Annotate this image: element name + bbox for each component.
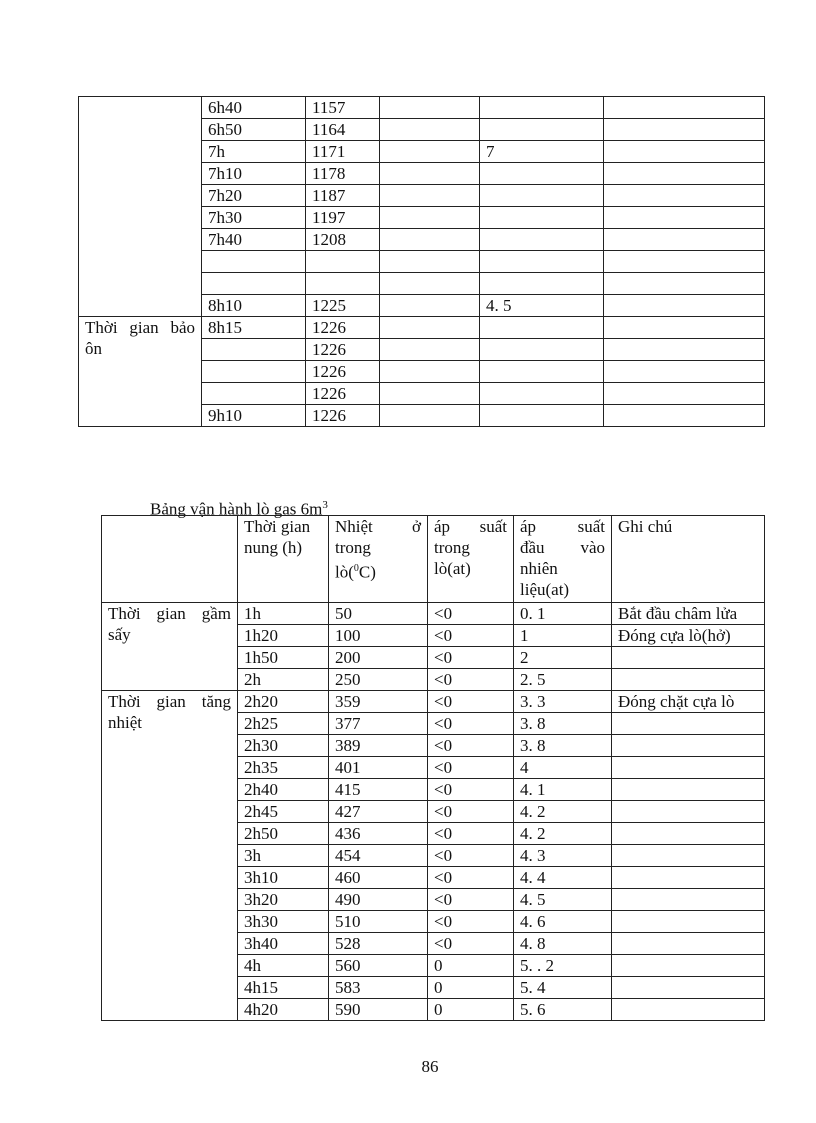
cell-time: 2h20 <box>238 691 329 713</box>
cell-c3 <box>380 163 480 185</box>
cell-time: 3h40 <box>238 933 329 955</box>
cell-time <box>202 361 306 383</box>
cell-pin: <0 <box>428 603 514 625</box>
header-pfuel-line1: áp suất <box>520 517 605 536</box>
cell-temp: 415 <box>329 779 428 801</box>
cell-note <box>612 889 765 911</box>
cell-c5 <box>604 273 765 295</box>
cell-note <box>612 669 765 691</box>
group-cell-empty <box>79 97 202 317</box>
cell-time: 2h50 <box>238 823 329 845</box>
cell-note: Bắt đầu châm lửa <box>612 603 765 625</box>
cell-pin: <0 <box>428 691 514 713</box>
cell-c3 <box>380 207 480 229</box>
cell-time <box>202 251 306 273</box>
cell-time: 7h <box>202 141 306 163</box>
cell-temp: 100 <box>329 625 428 647</box>
cell-temp: 1226 <box>306 383 380 405</box>
cell-pfuel: 1 <box>514 625 612 647</box>
cell-temp: 401 <box>329 757 428 779</box>
cell-c5 <box>604 141 765 163</box>
cell-time: 2h45 <box>238 801 329 823</box>
cell-c4 <box>480 383 604 405</box>
cell-pfuel: 2 <box>514 647 612 669</box>
cell-note <box>612 955 765 977</box>
cell-note <box>612 801 765 823</box>
cell-temp: 389 <box>329 735 428 757</box>
cell-pin: <0 <box>428 911 514 933</box>
kiln-table-continued <box>78 96 765 427</box>
cell-time: 3h10 <box>238 867 329 889</box>
cell-temp: 490 <box>329 889 428 911</box>
cell-temp: 454 <box>329 845 428 867</box>
cell-pfuel: 3. 3 <box>514 691 612 713</box>
cell-c4: 4. 5 <box>480 295 604 317</box>
cell-c5 <box>604 361 765 383</box>
cell-time: 8h15 <box>202 317 306 339</box>
header-pin-line2: trong <box>434 538 470 557</box>
cell-temp <box>306 273 380 295</box>
cell-temp: 200 <box>329 647 428 669</box>
cell-pin: <0 <box>428 757 514 779</box>
header-temp-line1: Nhiệt ở <box>335 517 421 536</box>
cell-note: Đóng chặt cựa lò <box>612 691 765 713</box>
cell-time: 3h <box>238 845 329 867</box>
cell-time: 1h50 <box>238 647 329 669</box>
cell-note: Đóng cựa lò(hở) <box>612 625 765 647</box>
cell-time <box>202 383 306 405</box>
cell-pin: <0 <box>428 713 514 735</box>
cell-time: 9h10 <box>202 405 306 427</box>
cell-temp: 359 <box>329 691 428 713</box>
cell-c3 <box>380 405 480 427</box>
cell-time: 4h <box>238 955 329 977</box>
cell-c4 <box>480 273 604 295</box>
cell-c4 <box>480 119 604 141</box>
cell-time: 8h10 <box>202 295 306 317</box>
header-note-text: Ghi chú <box>618 517 673 536</box>
cell-time: 6h50 <box>202 119 306 141</box>
header-temp-line3-pre: lò( <box>335 562 354 582</box>
cell-temp: 250 <box>329 669 428 691</box>
cell-note <box>612 933 765 955</box>
cell-temp: 1171 <box>306 141 380 163</box>
cell-c5 <box>604 339 765 361</box>
cell-pfuel: 4. 3 <box>514 845 612 867</box>
cell-c5 <box>604 163 765 185</box>
cell-temp: 1226 <box>306 317 380 339</box>
cell-time: 3h30 <box>238 911 329 933</box>
cell-c5 <box>604 383 765 405</box>
table-header-row <box>102 516 765 603</box>
cell-note <box>612 911 765 933</box>
cell-c5 <box>604 251 765 273</box>
cell-c3 <box>380 317 480 339</box>
cell-temp: 1197 <box>306 207 380 229</box>
cell-pin: 0 <box>428 999 514 1021</box>
cell-c4 <box>480 97 604 119</box>
cell-temp: 560 <box>329 955 428 977</box>
cell-time: 3h20 <box>238 889 329 911</box>
header-pfuel-line2: đầu vào <box>520 538 605 557</box>
cell-pfuel: 4 <box>514 757 612 779</box>
cell-pin: <0 <box>428 735 514 757</box>
cell-pfuel: 4. 1 <box>514 779 612 801</box>
cell-time: 2h <box>238 669 329 691</box>
cell-pfuel: 5. 4 <box>514 977 612 999</box>
cell-temp: 1164 <box>306 119 380 141</box>
cell-pfuel: 4. 2 <box>514 823 612 845</box>
cell-c4 <box>480 163 604 185</box>
cell-note <box>612 757 765 779</box>
header-temperature <box>329 516 428 603</box>
caption-superscript: 3 <box>322 499 328 511</box>
cell-c3 <box>380 383 480 405</box>
cell-pfuel: 5. . 2 <box>514 955 612 977</box>
cell-c3 <box>380 251 480 273</box>
cell-pfuel: 0. 1 <box>514 603 612 625</box>
table-row <box>102 603 765 625</box>
page-number: 86 <box>421 1057 439 1076</box>
table-row <box>79 317 765 339</box>
cell-time: 7h10 <box>202 163 306 185</box>
cell-pin: 0 <box>428 955 514 977</box>
cell-c4 <box>480 317 604 339</box>
table-row <box>102 691 765 713</box>
cell-c5 <box>604 185 765 207</box>
cell-pin: 0 <box>428 977 514 999</box>
header-temp-line3 <box>335 558 427 583</box>
cell-c5 <box>604 207 765 229</box>
header-pin-line3: lò(at) <box>434 559 471 578</box>
cell-note <box>612 977 765 999</box>
cell-c4: 7 <box>480 141 604 163</box>
cell-pfuel: 3. 8 <box>514 713 612 735</box>
cell-time: 1h <box>238 603 329 625</box>
cell-temp: 590 <box>329 999 428 1021</box>
cell-temp: 427 <box>329 801 428 823</box>
cell-temp: 1157 <box>306 97 380 119</box>
cell-note <box>612 647 765 669</box>
cell-c3 <box>380 339 480 361</box>
cell-temp: 1226 <box>306 361 380 383</box>
cell-c3 <box>380 273 480 295</box>
header-pfuel-line3: nhiên <box>520 559 558 578</box>
cell-temp: 1208 <box>306 229 380 251</box>
header-fuel-pressure <box>514 516 612 603</box>
cell-time: 2h35 <box>238 757 329 779</box>
cell-c3 <box>380 295 480 317</box>
cell-note <box>612 823 765 845</box>
cell-c4 <box>480 251 604 273</box>
cell-c5 <box>604 119 765 141</box>
header-time <box>238 516 329 603</box>
cell-temp: 436 <box>329 823 428 845</box>
cell-pfuel: 4. 2 <box>514 801 612 823</box>
cell-temp: 377 <box>329 713 428 735</box>
cell-pfuel: 4. 6 <box>514 911 612 933</box>
cell-time: 2h40 <box>238 779 329 801</box>
cell-time <box>202 273 306 295</box>
cell-c5 <box>604 295 765 317</box>
header-time-line2: nung (h) <box>244 538 303 557</box>
cell-c3 <box>380 119 480 141</box>
header-empty-cell <box>102 516 238 603</box>
gas-kiln-operation-table <box>101 515 765 1021</box>
cell-temp <box>306 251 380 273</box>
cell-temp: 583 <box>329 977 428 999</box>
cell-time: 7h20 <box>202 185 306 207</box>
cell-c4 <box>480 405 604 427</box>
cell-c3 <box>380 229 480 251</box>
cell-note <box>612 713 765 735</box>
cell-pin: <0 <box>428 823 514 845</box>
caption-text: Bảng vận hành lò gas 6m <box>150 499 323 519</box>
cell-c5 <box>604 405 765 427</box>
cell-temp: 50 <box>329 603 428 625</box>
cell-c3 <box>380 185 480 207</box>
cell-pin: <0 <box>428 933 514 955</box>
cell-temp: 510 <box>329 911 428 933</box>
cell-c3 <box>380 141 480 163</box>
header-temp-degree-sup: 0 <box>353 563 359 574</box>
header-time-line1: Thời gian <box>244 517 311 536</box>
cell-c5 <box>604 97 765 119</box>
cell-time <box>202 339 306 361</box>
header-temp-line2: trong <box>335 538 371 557</box>
group-cell-heating-time: Thời gian tăng nhiệt <box>102 691 238 1021</box>
cell-pfuel: 2. 5 <box>514 669 612 691</box>
cell-pin: <0 <box>428 647 514 669</box>
cell-temp: 1178 <box>306 163 380 185</box>
cell-c4 <box>480 361 604 383</box>
cell-pin: <0 <box>428 845 514 867</box>
cell-time: 2h30 <box>238 735 329 757</box>
cell-c5 <box>604 317 765 339</box>
cell-c3 <box>380 97 480 119</box>
table-row <box>79 97 765 119</box>
cell-pfuel: 4. 8 <box>514 933 612 955</box>
header-temp-line3-post: C) <box>358 562 376 582</box>
cell-time: 7h30 <box>202 207 306 229</box>
cell-note <box>612 845 765 867</box>
cell-time: 1h20 <box>238 625 329 647</box>
cell-pin: <0 <box>428 867 514 889</box>
cell-pfuel: 4. 5 <box>514 889 612 911</box>
cell-pfuel: 5. 6 <box>514 999 612 1021</box>
cell-pfuel: 4. 4 <box>514 867 612 889</box>
cell-temp: 1226 <box>306 405 380 427</box>
cell-temp: 1187 <box>306 185 380 207</box>
cell-c4 <box>480 207 604 229</box>
cell-note <box>612 779 765 801</box>
cell-temp: 528 <box>329 933 428 955</box>
cell-pin: <0 <box>428 625 514 647</box>
cell-note <box>612 999 765 1021</box>
cell-pin: <0 <box>428 669 514 691</box>
cell-note <box>612 735 765 757</box>
cell-note <box>612 867 765 889</box>
header-note <box>612 516 765 603</box>
cell-time: 6h40 <box>202 97 306 119</box>
cell-c3 <box>380 361 480 383</box>
cell-c5 <box>604 229 765 251</box>
cell-temp: 1226 <box>306 339 380 361</box>
header-pressure-inside <box>428 516 514 603</box>
cell-c4 <box>480 339 604 361</box>
cell-pin: <0 <box>428 801 514 823</box>
cell-c4 <box>480 185 604 207</box>
header-pfuel-line4: liệu(at) <box>520 580 570 599</box>
cell-time: 7h40 <box>202 229 306 251</box>
cell-temp: 1225 <box>306 295 380 317</box>
cell-pfuel: 3. 8 <box>514 735 612 757</box>
group-cell-holding-time: Thời gian bảo ôn <box>79 317 202 427</box>
group-cell-drying-time: Thời gian gầm sấy <box>102 603 238 691</box>
cell-temp: 460 <box>329 867 428 889</box>
cell-time: 4h20 <box>238 999 329 1021</box>
cell-time: 2h25 <box>238 713 329 735</box>
header-pin-line1: áp suất <box>434 517 507 536</box>
cell-pin: <0 <box>428 779 514 801</box>
cell-pin: <0 <box>428 889 514 911</box>
cell-c4 <box>480 229 604 251</box>
cell-time: 4h15 <box>238 977 329 999</box>
